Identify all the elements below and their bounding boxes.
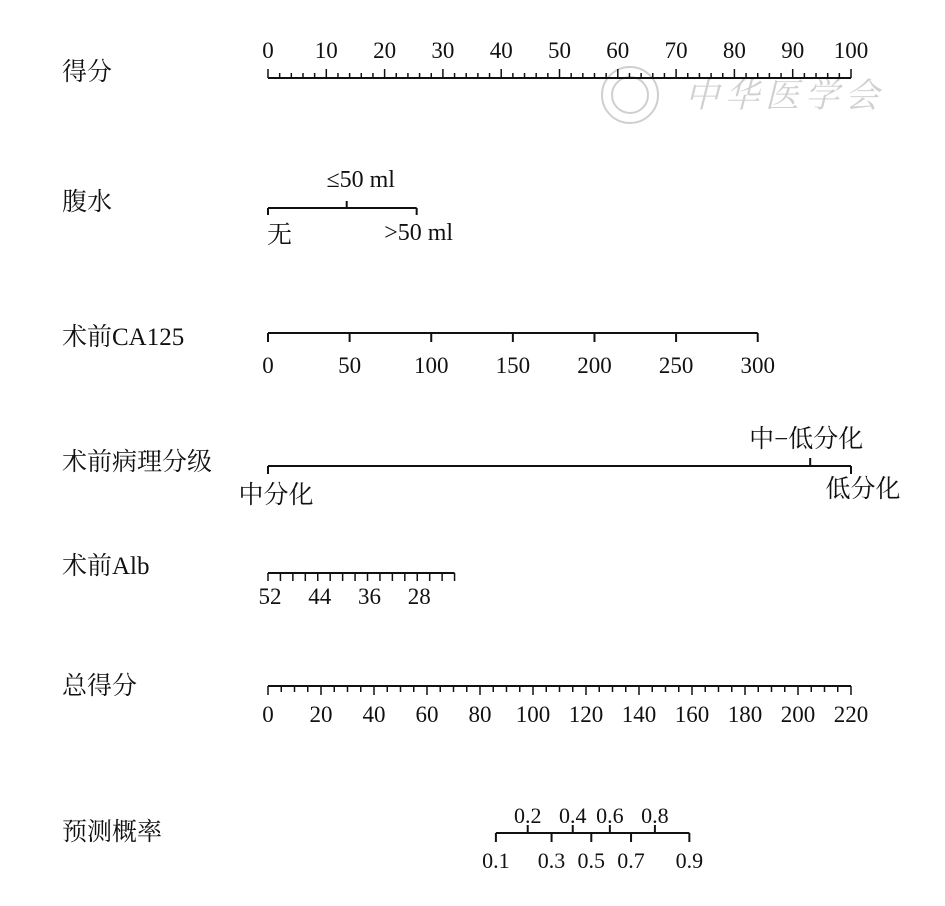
tick-label-points: 10 [314,38,338,63]
tick-label-probability: 0.4 [559,803,587,828]
tick-label-points: 40 [489,38,513,63]
tick-label-probability: 0.3 [537,848,566,873]
tick-label-points: 100 [833,38,869,63]
tick-label-points: 0 [262,38,274,63]
row-label-probability: 预测概率 [62,819,163,846]
tick-label-probability: 0.6 [596,803,624,828]
row-label-points: 得分 [62,59,113,86]
category-label-ascites: ≤50 ml [326,167,395,193]
category-label-ascites: >50 ml [384,220,454,246]
row-label-ascites: 腹水 [62,189,113,216]
tick-label-alb: 44 [308,584,332,609]
tick-label-ca125: 100 [413,353,449,378]
tick-label-total: 100 [515,702,551,727]
tick-label-ca125: 50 [338,353,362,378]
watermark-text: 中华医学会 [685,78,885,115]
tick-label-total: 60 [415,702,439,727]
tick-label-total: 120 [568,702,604,727]
tick-label-points: 80 [722,38,746,63]
tick-label-total: 20 [309,702,333,727]
category-label-grade: 中−低分化 [749,426,864,453]
tick-label-points: 30 [431,38,455,63]
tick-label-alb: 28 [407,584,431,609]
tick-label-ca125: 300 [740,353,775,378]
tick-label-probability: 0.5 [577,848,606,873]
tick-label-probability: 0.9 [675,848,704,873]
row-label-alb: 术前Alb [62,553,150,580]
tick-label-total: 180 [727,702,763,727]
tick-label-probability: 0.8 [641,803,669,828]
tick-label-probability: 0.1 [482,848,510,873]
tick-label-points: 50 [548,38,571,63]
tick-label-ca125: 150 [495,353,531,378]
row-label-ca125: 术前CA125 [62,324,185,351]
row-label-grade: 术前病理分级 [62,449,213,476]
tick-label-total: 200 [780,702,816,727]
tick-label-total: 0 [262,702,274,727]
tick-label-points: 90 [781,38,805,63]
tick-label-total: 140 [621,702,657,727]
tick-label-total: 80 [468,702,492,727]
tick-label-ca125: 250 [658,353,694,378]
tick-label-probability: 0.2 [513,803,542,828]
row-label-total: 总得分 [62,673,138,700]
category-label-grade: 中分化 [238,482,314,509]
tick-label-points: 70 [664,38,688,63]
tick-label-total: 40 [362,702,386,727]
tick-label-ca125: 200 [577,353,612,378]
tick-label-points: 20 [373,38,397,63]
tick-label-probability: 0.7 [617,848,645,873]
tick-label-total: 160 [674,702,710,727]
tick-label-ca125: 0 [262,353,274,378]
tick-label-total: 220 [833,702,869,727]
tick-label-alb: 36 [357,584,381,609]
tick-label-alb: 52 [258,584,282,609]
category-label-grade: 低分化 [825,476,901,503]
tick-label-points: 60 [606,38,630,63]
category-label-ascites: 无 [267,222,293,249]
